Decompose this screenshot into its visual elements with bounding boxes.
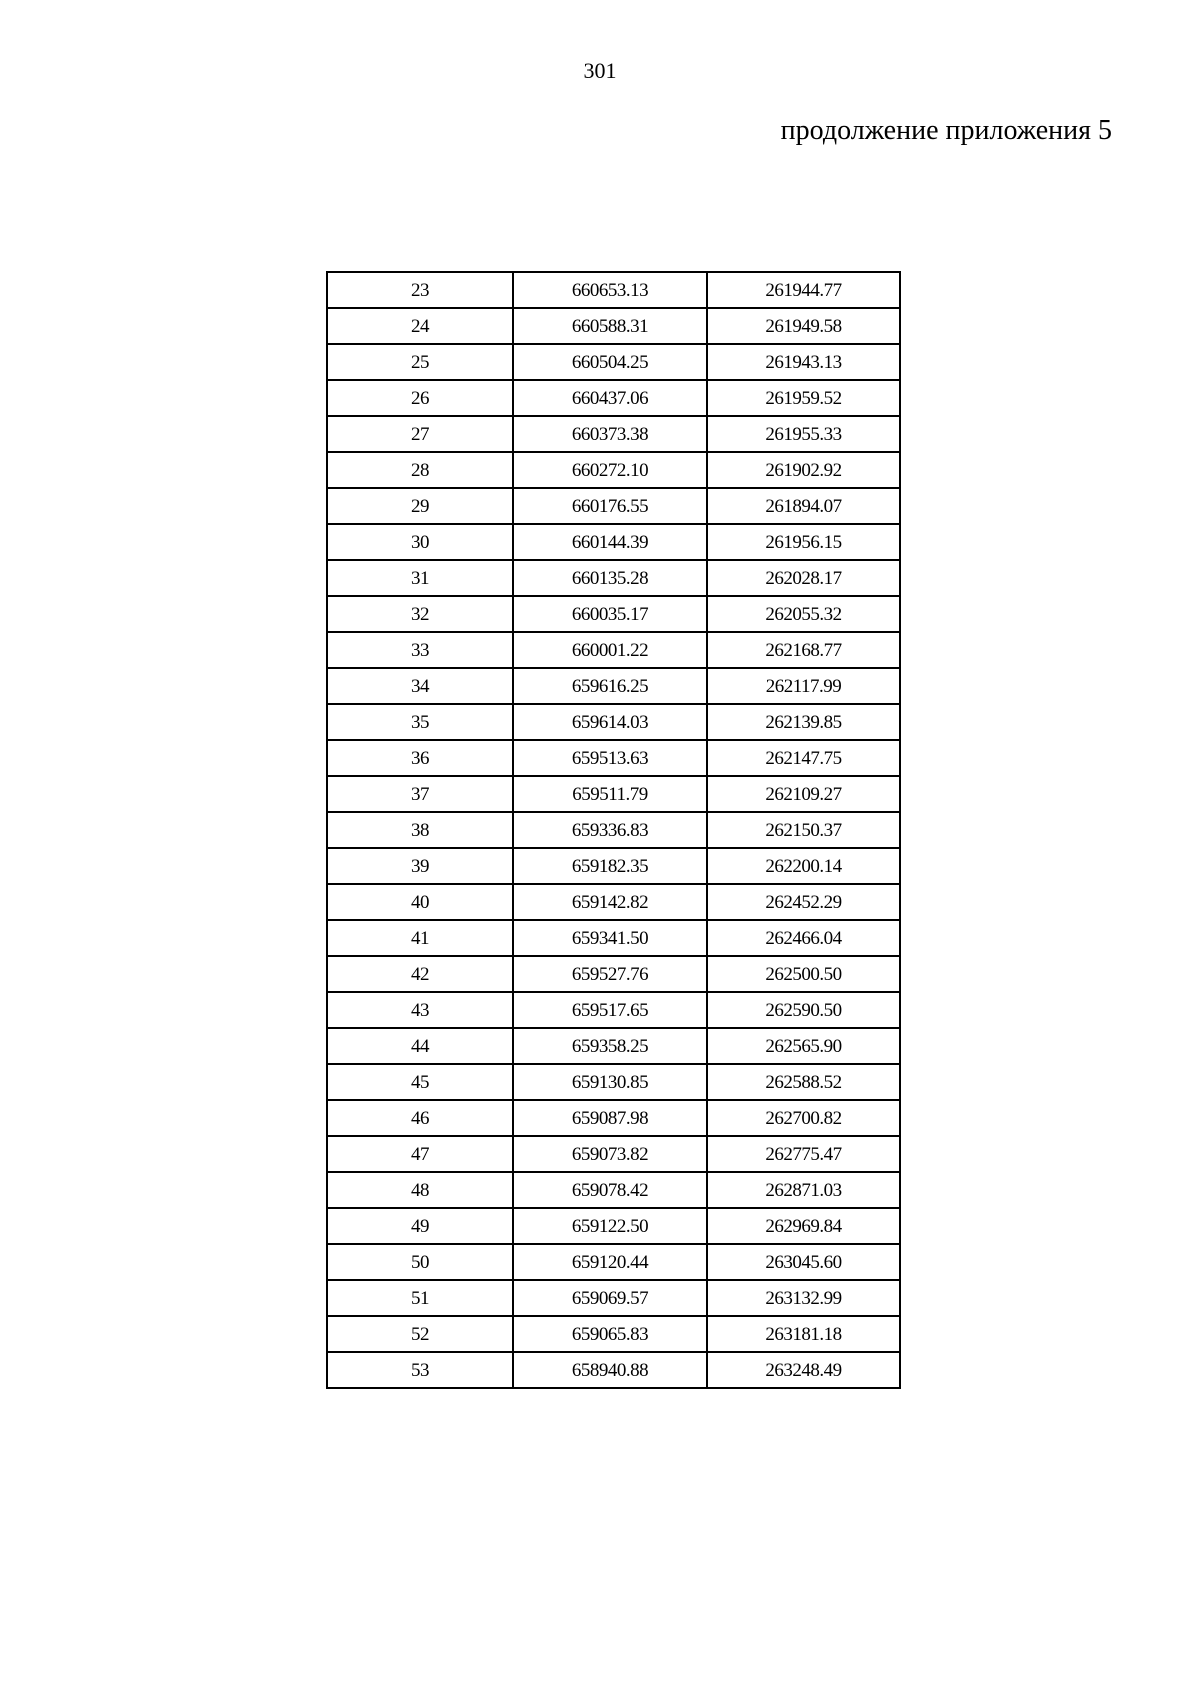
x-coordinate-cell: 658940.88 <box>513 1352 707 1388</box>
point-number-cell: 39 <box>327 848 513 884</box>
table-row <box>327 740 900 776</box>
y-coordinate-cell: 262588.52 <box>707 1064 900 1100</box>
y-coordinate-cell: 262700.82 <box>707 1100 900 1136</box>
y-coordinate-cell: 263181.18 <box>707 1316 900 1352</box>
point-number-cell: 45 <box>327 1064 513 1100</box>
y-coordinate-cell: 262500.50 <box>707 956 900 992</box>
x-coordinate-cell: 659616.25 <box>513 668 707 704</box>
point-number-cell: 49 <box>327 1208 513 1244</box>
point-number-cell: 47 <box>327 1136 513 1172</box>
y-coordinate-cell: 262139.85 <box>707 704 900 740</box>
x-coordinate-cell: 660144.39 <box>513 524 707 560</box>
table-row <box>327 272 900 308</box>
x-coordinate-cell: 659073.82 <box>513 1136 707 1172</box>
table-row <box>327 1064 900 1100</box>
point-number-cell: 37 <box>327 776 513 812</box>
table-row <box>327 884 900 920</box>
table-row <box>327 1316 900 1352</box>
table-row <box>327 992 900 1028</box>
table-row <box>327 1100 900 1136</box>
x-coordinate-cell: 659511.79 <box>513 776 707 812</box>
x-coordinate-cell: 659130.85 <box>513 1064 707 1100</box>
appendix-continuation-label: продолжение приложения 5 <box>780 115 1112 146</box>
x-coordinate-cell: 660135.28 <box>513 560 707 596</box>
x-coordinate-cell: 660001.22 <box>513 632 707 668</box>
y-coordinate-cell: 262969.84 <box>707 1208 900 1244</box>
x-coordinate-cell: 659122.50 <box>513 1208 707 1244</box>
table-row <box>327 308 900 344</box>
table-row <box>327 452 900 488</box>
point-number-cell: 30 <box>327 524 513 560</box>
table-row <box>327 1028 900 1064</box>
x-coordinate-cell: 660373.38 <box>513 416 707 452</box>
point-number-cell: 29 <box>327 488 513 524</box>
table-row <box>327 1280 900 1316</box>
point-number-cell: 24 <box>327 308 513 344</box>
table-row <box>327 524 900 560</box>
point-number-cell: 43 <box>327 992 513 1028</box>
point-number-cell: 51 <box>327 1280 513 1316</box>
point-number-cell: 44 <box>327 1028 513 1064</box>
y-coordinate-cell: 261894.07 <box>707 488 900 524</box>
point-number-cell: 27 <box>327 416 513 452</box>
y-coordinate-cell: 262150.37 <box>707 812 900 848</box>
x-coordinate-cell: 660176.55 <box>513 488 707 524</box>
y-coordinate-cell: 262055.32 <box>707 596 900 632</box>
table-row <box>327 1172 900 1208</box>
point-number-cell: 32 <box>327 596 513 632</box>
x-coordinate-cell: 660504.25 <box>513 344 707 380</box>
table-row <box>327 416 900 452</box>
x-coordinate-cell: 659182.35 <box>513 848 707 884</box>
y-coordinate-cell: 262147.75 <box>707 740 900 776</box>
point-number-cell: 31 <box>327 560 513 596</box>
coordinates-table-body <box>327 272 900 1388</box>
table-row <box>327 488 900 524</box>
coordinates-table <box>326 271 901 1389</box>
y-coordinate-cell: 261949.58 <box>707 308 900 344</box>
y-coordinate-cell: 262565.90 <box>707 1028 900 1064</box>
point-number-cell: 28 <box>327 452 513 488</box>
table-row <box>327 920 900 956</box>
y-coordinate-cell: 262117.99 <box>707 668 900 704</box>
table-row <box>327 848 900 884</box>
table-row <box>327 1352 900 1388</box>
x-coordinate-cell: 659513.63 <box>513 740 707 776</box>
y-coordinate-cell: 262028.17 <box>707 560 900 596</box>
x-coordinate-cell: 659527.76 <box>513 956 707 992</box>
table-row <box>327 956 900 992</box>
table-row <box>327 704 900 740</box>
point-number-cell: 36 <box>327 740 513 776</box>
point-number-cell: 52 <box>327 1316 513 1352</box>
y-coordinate-cell: 263132.99 <box>707 1280 900 1316</box>
x-coordinate-cell: 659120.44 <box>513 1244 707 1280</box>
table-row <box>327 668 900 704</box>
point-number-cell: 50 <box>327 1244 513 1280</box>
y-coordinate-cell: 262200.14 <box>707 848 900 884</box>
table-row <box>327 812 900 848</box>
x-coordinate-cell: 659087.98 <box>513 1100 707 1136</box>
point-number-cell: 40 <box>327 884 513 920</box>
table-row <box>327 1244 900 1280</box>
point-number-cell: 53 <box>327 1352 513 1388</box>
point-number-cell: 35 <box>327 704 513 740</box>
table-row <box>327 1136 900 1172</box>
point-number-cell: 41 <box>327 920 513 956</box>
x-coordinate-cell: 659065.83 <box>513 1316 707 1352</box>
point-number-cell: 34 <box>327 668 513 704</box>
table-row <box>327 560 900 596</box>
x-coordinate-cell: 660437.06 <box>513 380 707 416</box>
y-coordinate-cell: 262871.03 <box>707 1172 900 1208</box>
x-coordinate-cell: 660588.31 <box>513 308 707 344</box>
y-coordinate-cell: 262466.04 <box>707 920 900 956</box>
point-number-cell: 23 <box>327 272 513 308</box>
table-row <box>327 596 900 632</box>
x-coordinate-cell: 660653.13 <box>513 272 707 308</box>
y-coordinate-cell: 261959.52 <box>707 380 900 416</box>
x-coordinate-cell: 659142.82 <box>513 884 707 920</box>
point-number-cell: 33 <box>327 632 513 668</box>
x-coordinate-cell: 660272.10 <box>513 452 707 488</box>
y-coordinate-cell: 261943.13 <box>707 344 900 380</box>
y-coordinate-cell: 262109.27 <box>707 776 900 812</box>
point-number-cell: 48 <box>327 1172 513 1208</box>
y-coordinate-cell: 263045.60 <box>707 1244 900 1280</box>
y-coordinate-cell: 262168.77 <box>707 632 900 668</box>
point-number-cell: 26 <box>327 380 513 416</box>
x-coordinate-cell: 659614.03 <box>513 704 707 740</box>
table-row <box>327 344 900 380</box>
x-coordinate-cell: 659341.50 <box>513 920 707 956</box>
y-coordinate-cell: 263248.49 <box>707 1352 900 1388</box>
y-coordinate-cell: 261944.77 <box>707 272 900 308</box>
table-row <box>327 632 900 668</box>
y-coordinate-cell: 262452.29 <box>707 884 900 920</box>
table-row <box>327 776 900 812</box>
y-coordinate-cell: 261956.15 <box>707 524 900 560</box>
x-coordinate-cell: 659336.83 <box>513 812 707 848</box>
y-coordinate-cell: 262590.50 <box>707 992 900 1028</box>
y-coordinate-cell: 261955.33 <box>707 416 900 452</box>
x-coordinate-cell: 659517.65 <box>513 992 707 1028</box>
point-number-cell: 46 <box>327 1100 513 1136</box>
table-row <box>327 1208 900 1244</box>
point-number-cell: 42 <box>327 956 513 992</box>
point-number-cell: 25 <box>327 344 513 380</box>
x-coordinate-cell: 659069.57 <box>513 1280 707 1316</box>
x-coordinate-cell: 659358.25 <box>513 1028 707 1064</box>
point-number-cell: 38 <box>327 812 513 848</box>
x-coordinate-cell: 659078.42 <box>513 1172 707 1208</box>
y-coordinate-cell: 261902.92 <box>707 452 900 488</box>
page-number: 301 <box>583 58 617 83</box>
x-coordinate-cell: 660035.17 <box>513 596 707 632</box>
y-coordinate-cell: 262775.47 <box>707 1136 900 1172</box>
table-row <box>327 380 900 416</box>
